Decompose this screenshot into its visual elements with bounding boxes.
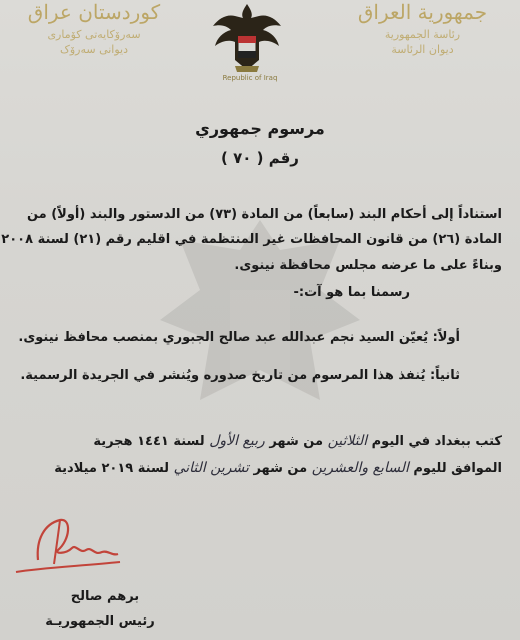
body-line-2: المادة (٢٦) من قانون المحافظات غير المنتظمة في اقليم رقم (٢١) لسنة ٢٠٠٨ [1,232,502,247]
decree-number: رقم ( ٧٠ ) [221,149,299,167]
issuance-hijri-line [12,433,502,449]
issuance-gregorian-end: لسنة ٢٠١٩ ميلادية [54,461,170,476]
handwritten-gregorian-day: السابع والعشرين [311,460,409,476]
decree-first-item: أولاً: يُعيّن السيد نجم عبدالله عبد صالح الجبوري بمنصب محافظ نينوى. [18,330,460,345]
letterhead-right-line1: جمهورية العراق [357,0,488,24]
letterhead-left-line2: سەرۆکایەتی کۆماری [47,28,141,41]
issuance-gregorian-start: الموافق لليوم [413,461,502,476]
letterhead-left-line3: دیوانی سەرۆک [59,43,128,56]
issuance-gregorian-mid: من شهر [253,461,308,476]
body-line-4: رسمنا بما هو آت:- [293,285,410,300]
letterhead-right-line2: رئاسة الجمهورية [384,28,461,41]
handwritten-gregorian-month: تشرين الثاني [173,460,249,476]
letterhead-right [330,0,515,56]
issuance-hijri-start: كتب ببغداد في اليوم [371,434,502,449]
body-line-3: وبناءً على ما عرضه مجلس محافظة نينوى. [234,258,502,273]
decree-title: مرسوم جمهوري [195,119,325,138]
signatory-title: رئيس الجمهوريـة [45,614,155,629]
issuance-hijri-mid: من شهر [269,434,324,449]
handwritten-hijri-month: ربيع الأول [209,433,265,449]
issuance-hijri-end: لسنة ١٤٤١ هجرية [93,434,205,449]
body-line-1: استناداً إلى أحكام البند (سابعاً) من المادة (٧٣) من الدستور والبند (أولاً) من [26,207,502,222]
letterhead-left [4,0,184,56]
letterhead-right-line3: ديوان الرئاسة [391,43,454,56]
signatory-name: برهم صالح [70,589,140,604]
iraq-eagle-emblem-icon [205,0,289,80]
handwritten-signature-icon [10,510,130,582]
emblem-caption: Republic of Iraq [222,74,278,82]
issuance-gregorian-line [12,460,502,476]
decree-second-item: ثانياً: يُنفذ هذا المرسوم من تاريخ صدوره ويُنشر في الجريدة الرسمية. [20,368,460,383]
handwritten-hijri-day: الثلاثين [327,433,368,449]
letterhead-left-line1: كوردستان عراق [27,0,161,24]
